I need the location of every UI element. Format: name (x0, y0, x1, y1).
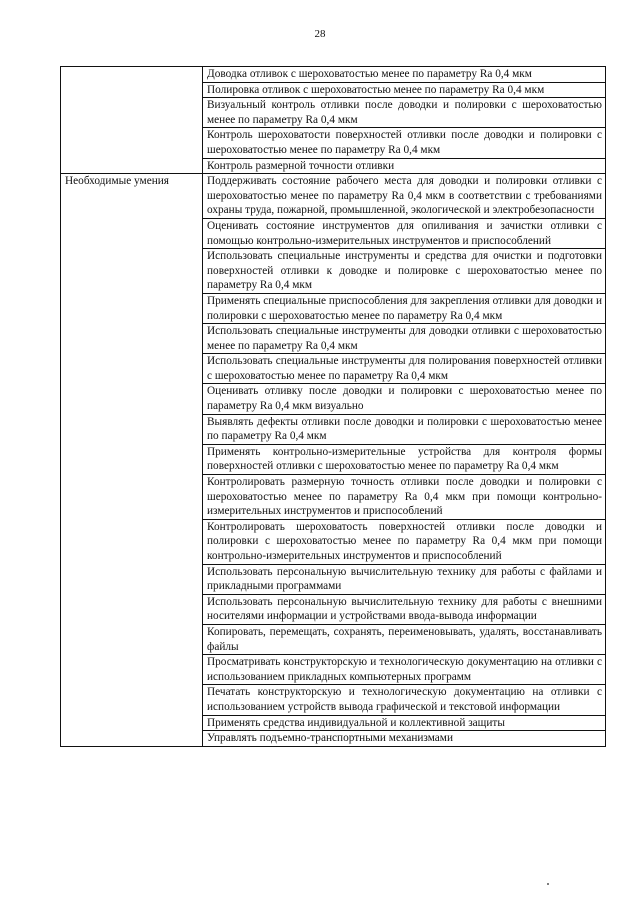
row-item: Контроль размерной точности отливки (203, 158, 606, 174)
row-item: Копировать, перемещать, сохранять, переименовывать, удалять, восстанавливать файлы (203, 624, 606, 654)
row-item: Доводка отливок с шероховатостью менее по параметру Ra 0,4 мкм (203, 67, 606, 83)
page-number: 28 (314, 28, 326, 40)
row-item: Использовать специальные инструменты и средства для очистки и подготовки поверхностей отливки к доводке и полировке с шероховатостью менее по параметру Ra 0,4 мкм (203, 249, 606, 294)
scan-speck (547, 883, 549, 885)
row-label (61, 67, 203, 174)
row-item: Использовать специальные инструменты для доводки отливки с шероховатостью менее по параметру Ra 0,4 мкм (203, 324, 606, 354)
table-row (61, 67, 606, 83)
row-item: Использовать персональную вычислительную технику для работы с файлами и прикладными программами (203, 564, 606, 594)
row-item: Использовать специальные инструменты для полирования поверхностей отливки с шероховатостью менее по параметру Ra 0,4 мкм (203, 354, 606, 384)
row-item: Управлять подъемно-транспортными механизмами (203, 731, 606, 747)
row-item: Оценивать отливку после доводки и полировки с шероховатостью менее по параметру Ra 0,4 мкм визуально (203, 384, 606, 414)
row-item: Контроль шероховатости поверхностей отливки после доводки и полировки с шероховатостью менее по параметру Ra 0,4 мкм (203, 128, 606, 158)
row-item: Полировка отливок с шероховатостью менее по параметру Ra 0,4 мкм (203, 82, 606, 98)
requirements-table (60, 66, 606, 747)
row-item: Контролировать размерную точность отливки после доводки и полировки с шероховатостью менее по параметру Ra 0,4 мкм при помощи контрольно-измерительных инструментов и приспособлений (203, 475, 606, 520)
row-item: Печатать конструкторскую и технологическую документацию на отливки с использованием устройств вывода графической и текстовой информации (203, 685, 606, 715)
row-item: Использовать персональную вычислительную технику для работы с внешними носителями информации и устройствами ввода-вывода информации (203, 594, 606, 624)
row-item: Выявлять дефекты отливки после доводки и полировки с шероховатостью менее по параметру Ra 0,4 мкм (203, 414, 606, 444)
row-item: Контролировать шероховатость поверхностей отливки после доводки и полировки с шероховатостью менее по параметру Ra 0,4 мкм при помощи контрольно-измерительных инструментов и приспособлений (203, 519, 606, 564)
row-item: Просматривать конструкторскую и технологическую документацию на отливки с использованием прикладных компьютерных программ (203, 655, 606, 685)
row-label: Необходимые умения (61, 174, 203, 747)
row-item: Применять средства индивидуальной и коллективной защиты (203, 715, 606, 731)
row-item: Оценивать состояние инструментов для опиливания и зачистки отливки с помощью контрольно-измерительных инструментов и приспособлений (203, 218, 606, 248)
row-item: Поддерживать состояние рабочего места для доводки и полировки отливки с шероховатостью менее по параметру Ra 0,4 мкм в соответствии с требованиями охраны труда, пожарной, промышленной, экологической и электробезопасности (203, 174, 606, 219)
row-item: Визуальный контроль отливки после доводки и полировки с шероховатостью менее по параметру Ra 0,4 мкм (203, 98, 606, 128)
row-item: Применять специальные приспособления для закрепления отливки для доводки и полировки с шероховатостью менее по параметру Ra 0,4 мкм (203, 293, 606, 323)
table-row (61, 174, 606, 219)
requirements-table-body (61, 67, 606, 747)
row-item: Применять контрольно-измерительные устройства для контроля формы поверхностей отливки с шероховатостью менее по параметру Ra 0,4 мкм (203, 444, 606, 474)
